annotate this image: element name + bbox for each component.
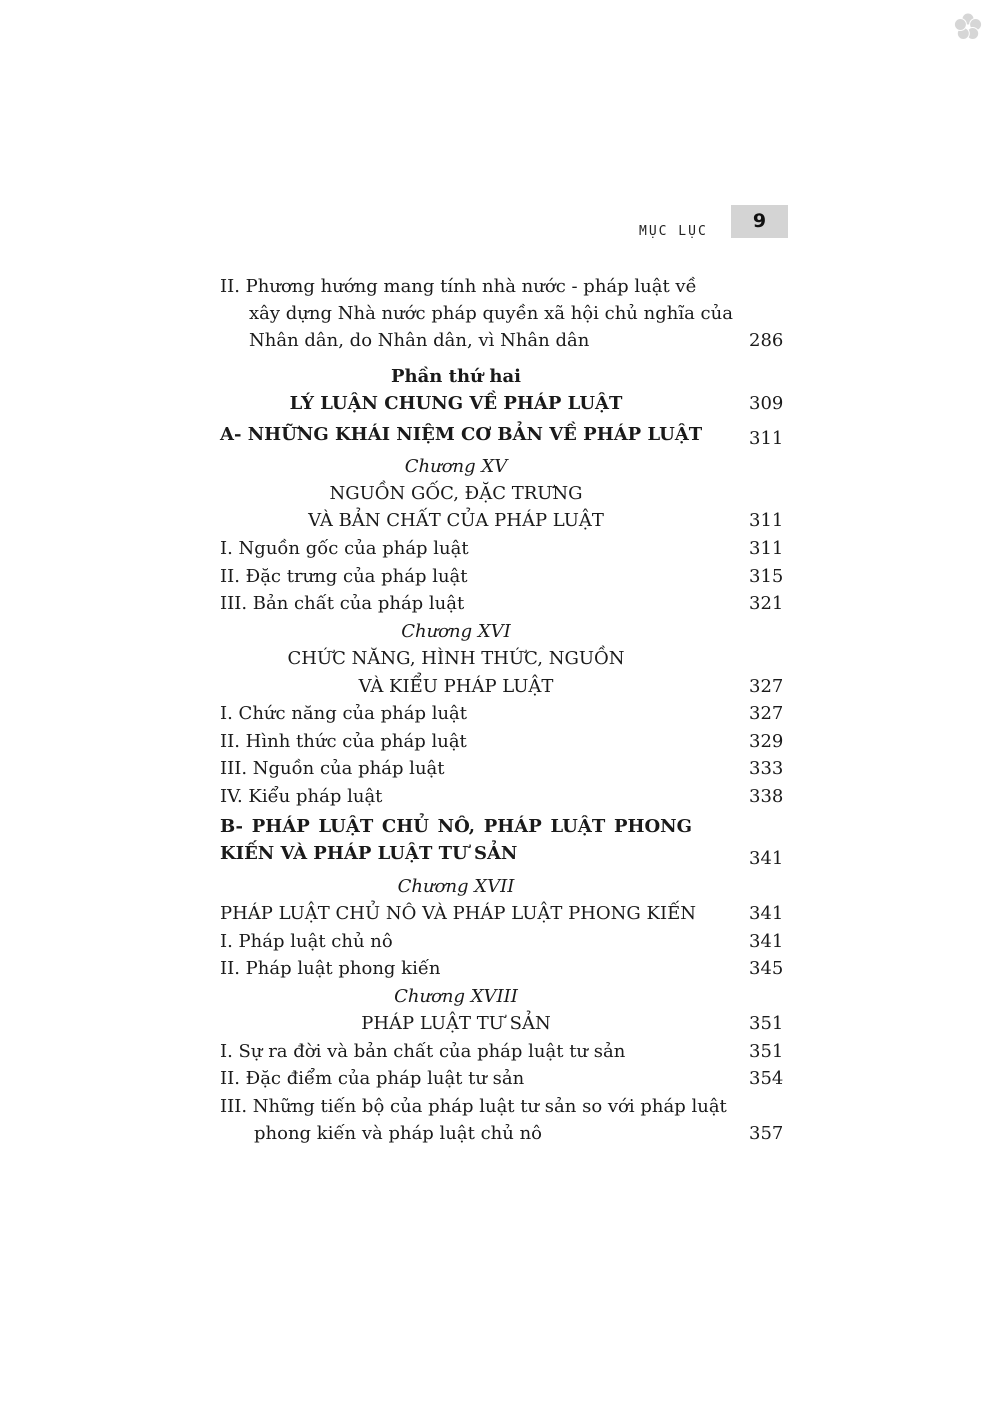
toc-page-number: 311: [749, 428, 784, 449]
toc-page-number: 341: [749, 931, 784, 952]
toc-page-number: 338: [749, 786, 784, 807]
toc-entry-text: IV. Kiểu pháp luật: [220, 786, 383, 807]
toc-page-number: 311: [749, 538, 784, 559]
toc-entry-text: I. Sự ra đời và bản chất của pháp luật tư sản: [220, 1041, 626, 1062]
part-title: LÝ LUẬN CHUNG VỀ PHÁP LUẬT: [289, 393, 623, 414]
toc-page-number: 354: [749, 1068, 784, 1089]
chapter-label: Chương XV: [404, 456, 508, 477]
toc-entry-text: II. Phương hướng mang tính nhà nước - pháp luật về: [220, 276, 697, 297]
toc-entry-text: II. Đặc điểm của pháp luật tư sản: [220, 1068, 525, 1089]
part-label: Phần thứ hai: [391, 366, 521, 387]
toc-page-number: 327: [749, 703, 784, 724]
toc-entry-text: phong kiến và pháp luật chủ nô: [254, 1123, 543, 1144]
toc-entry-text: III. Những tiến bộ của pháp luật tư sản so với pháp luật: [220, 1096, 727, 1117]
toc-entry-text: II. Pháp luật phong kiến: [220, 958, 441, 979]
toc-entry-text: I. Pháp luật chủ nô: [220, 931, 393, 952]
toc-entry-text: III. Nguồn của pháp luật: [220, 758, 445, 779]
chapter-label: Chương XVI: [401, 621, 511, 642]
toc-page-number: 286: [749, 330, 784, 351]
toc-page-number: 321: [749, 593, 784, 614]
toc-entry-text: II. Hình thức của pháp luật: [220, 731, 467, 752]
toc-page-number: 327: [749, 676, 784, 697]
section-heading: A- NHỮNG KHÁI NIỆM CƠ BẢN VỀ PHÁP LUẬT: [220, 424, 703, 445]
chapter-title: PHÁP LUẬT CHỦ NÔ VÀ PHÁP LUẬT PHONG KIẾN: [220, 903, 696, 924]
toc-entry-text: I. Chức năng của pháp luật: [220, 703, 468, 724]
running-header-title: MỤC LỤC: [639, 224, 708, 239]
chapter-label: Chương XVII: [397, 876, 515, 897]
toc-entry-text: I. Nguồn gốc của pháp luật: [220, 538, 469, 559]
toc-page-number: 345: [749, 958, 784, 979]
chapter-title: VÀ BẢN CHẤT CỦA PHÁP LUẬT: [308, 510, 604, 531]
toc-page-number: 341: [749, 848, 784, 869]
toc-page-number: 311: [749, 510, 784, 531]
toc-entry-text: xây dựng Nhà nước pháp quyền xã hội chủ nghĩa của: [249, 303, 733, 324]
toc-page-number: 309: [749, 393, 784, 414]
chapter-title: NGUỒN GỐC, ĐẶC TRƯNG: [329, 483, 583, 504]
toc-entry-text: Nhân dân, do Nhân dân, vì Nhân dân: [249, 330, 590, 351]
chapter-label: Chương XVIII: [394, 986, 518, 1007]
toc-page-number: 357: [749, 1123, 784, 1144]
section-heading: KIẾN VÀ PHÁP LUẬT TƯ SẢN: [220, 843, 518, 864]
toc-page-number: 329: [749, 731, 784, 752]
chapter-title: VÀ KIỂU PHÁP LUẬT: [358, 676, 554, 697]
chapter-title: CHỨC NĂNG, HÌNH THỨC, NGUỒN: [287, 648, 625, 669]
chapter-title: PHÁP LUẬT TƯ SẢN: [361, 1013, 551, 1034]
toc-page-number: 315: [749, 566, 784, 587]
page-number-badge: 9: [731, 205, 788, 238]
toc-page-number: 333: [749, 758, 784, 779]
toc-page-number: 351: [749, 1013, 784, 1034]
toc-page-number: 341: [749, 903, 784, 924]
section-heading: B- PHÁP LUẬT CHỦ NÔ, PHÁP LUẬT PHONG: [220, 816, 692, 837]
toc-page-number: 351: [749, 1041, 784, 1062]
toc-entry-text: III. Bản chất của pháp luật: [220, 593, 465, 614]
toc-entry-text: II. Đặc trưng của pháp luật: [220, 566, 468, 587]
